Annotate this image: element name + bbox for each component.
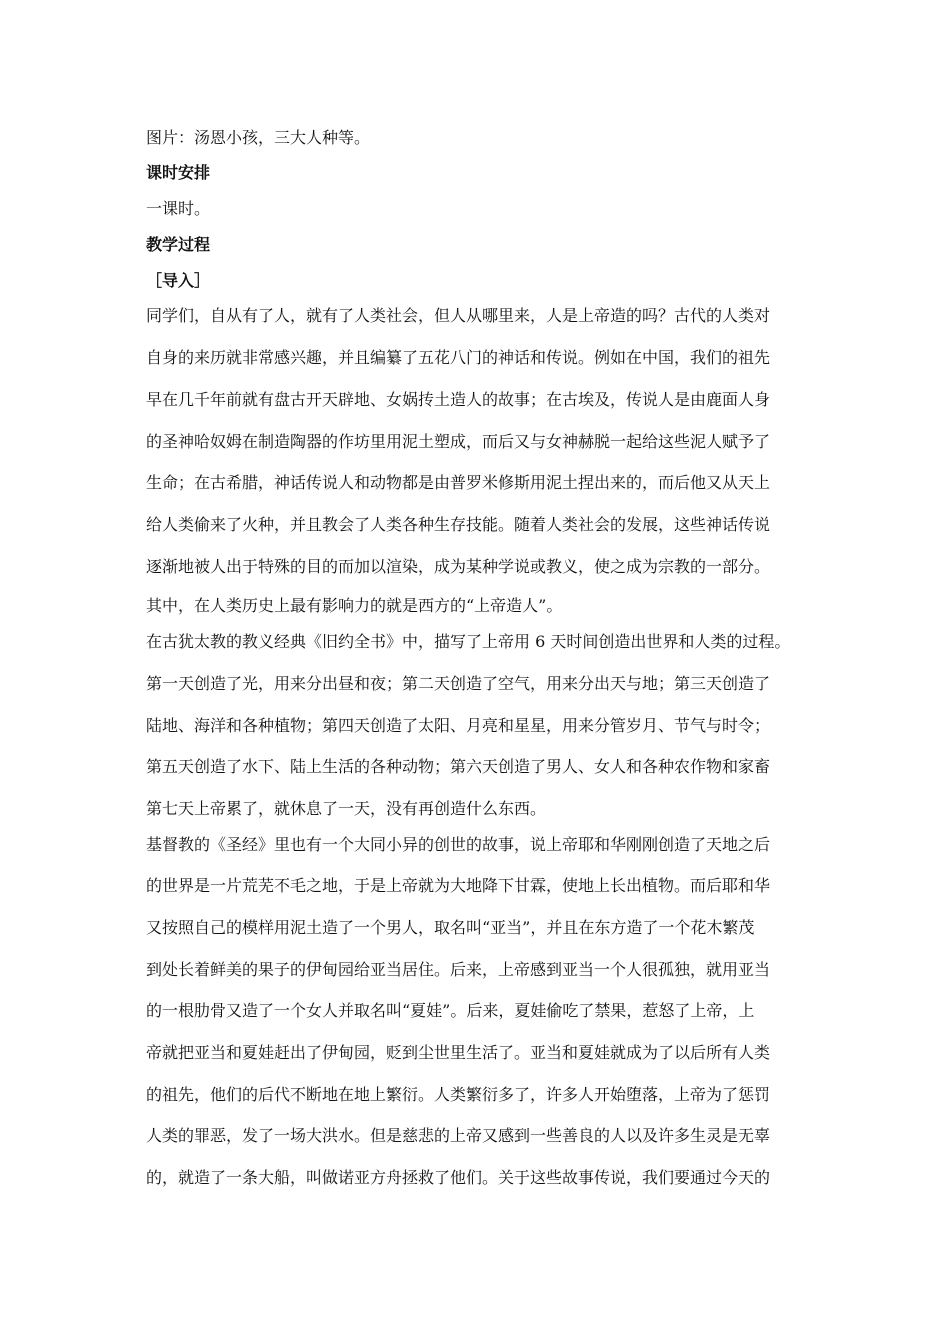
paragraph-line: 的，就造了一条大船，叫做诺亚方舟拯救了他们。关于这些故事传说，我们要通过今天的 <box>146 1168 771 1187</box>
paragraph-line: 同学们，自从有了人，就有了人类社会，但人从哪里来，人是上帝造的吗？古代的人类对 <box>146 306 771 325</box>
paragraph-line: 人类的罪恶，发了一场大洪水。但是慈悲的上帝又感到一些善良的人以及许多生灵是无辜 <box>146 1126 771 1145</box>
paragraph-line: 第七天上帝累了，就休息了一天，没有再创造什么东西。 <box>146 799 547 818</box>
paragraph-line: 又按照自己的模样用泥土造了一个男人，取名叫“亚当”，并且在东方造了一个花木繁茂 <box>146 918 755 937</box>
paragraph-line: 的世界是一片荒芜不毛之地，于是上帝就为大地降下甘霖，使地上长出植物。而后耶和华 <box>146 876 771 895</box>
materials-line: 图片：汤恩小孩，三大人种等。 <box>146 128 371 147</box>
paragraph-line: 在古犹太教的教义经典《旧约全书》中，描写了上帝用 6 天时间创造出世界和人类的过程。 <box>146 632 791 651</box>
paragraph-line: 到处长着鲜美的果子的伊甸园给亚当居住。后来，上帝感到亚当一个人很孤独，就用亚当 <box>146 960 771 979</box>
paragraph-line: 的圣神哈奴姆在制造陶器的作坊里用泥土塑成，而后又与女神赫脱一起给这些泥人赋予了 <box>146 432 771 451</box>
schedule-text: 一课时。 <box>146 199 211 218</box>
paragraph-line: 给人类偷来了火种，并且教会了人类各种生存技能。随着人类社会的发展，这些神话传说 <box>146 515 771 534</box>
paragraph-line: 陆地、海洋和各种植物；第四天创造了太阳、月亮和星星，用来分管岁月、节气与时令； <box>146 716 771 735</box>
process-heading: 教学过程 <box>146 235 211 254</box>
paragraph-line: 生命；在古希腊，神话传说人和动物都是由普罗米修斯用泥土捏出来的，而后他又从天上 <box>146 473 771 492</box>
paragraph-line: 自身的来历就非常感兴趣，并且编纂了五花八门的神话和传说。例如在中国，我们的祖先 <box>146 348 771 367</box>
paragraph-line: 逐渐地被人出于特殊的目的而加以渲染，成为某种学说或教义，使之成为宗教的一部分。 <box>146 557 771 576</box>
schedule-heading: 课时安排 <box>146 163 211 182</box>
paragraph-line: 第一天创造了光，用来分出昼和夜；第二天创造了空气，用来分出天与地；第三天创造了 <box>146 674 771 693</box>
paragraph-line: 早在几千年前就有盘古开天辟地、女娲抟土造人的故事；在古埃及，传说人是由鹿面人身 <box>146 390 771 409</box>
intro-heading: ［导入］ <box>146 271 211 290</box>
paragraph-line: 其中，在人类历史上最有影响力的就是西方的“上帝造人”。 <box>146 596 563 615</box>
paragraph-line: 帝就把亚当和夏娃赶出了伊甸园，贬到尘世里生活了。亚当和夏娃就成为了以后所有人类 <box>146 1043 771 1062</box>
paragraph-line: 的一根肋骨又造了一个女人并取名叫“夏娃”。后来，夏娃偷吃了禁果，惹怒了上帝，上 <box>146 1001 755 1020</box>
paragraph-line: 的祖先，他们的后代不断地在地上繁衍。人类繁衍多了，许多人开始堕落，上帝为了惩罚 <box>146 1085 771 1104</box>
paragraph-line: 第五天创造了水下、陆上生活的各种动物；第六天创造了男人、女人和各种农作物和家畜 <box>146 757 771 776</box>
paragraph-line: 基督教的《圣经》里也有一个大同小异的创世的故事，说上帝耶和华刚刚创造了天地之后 <box>146 835 771 854</box>
